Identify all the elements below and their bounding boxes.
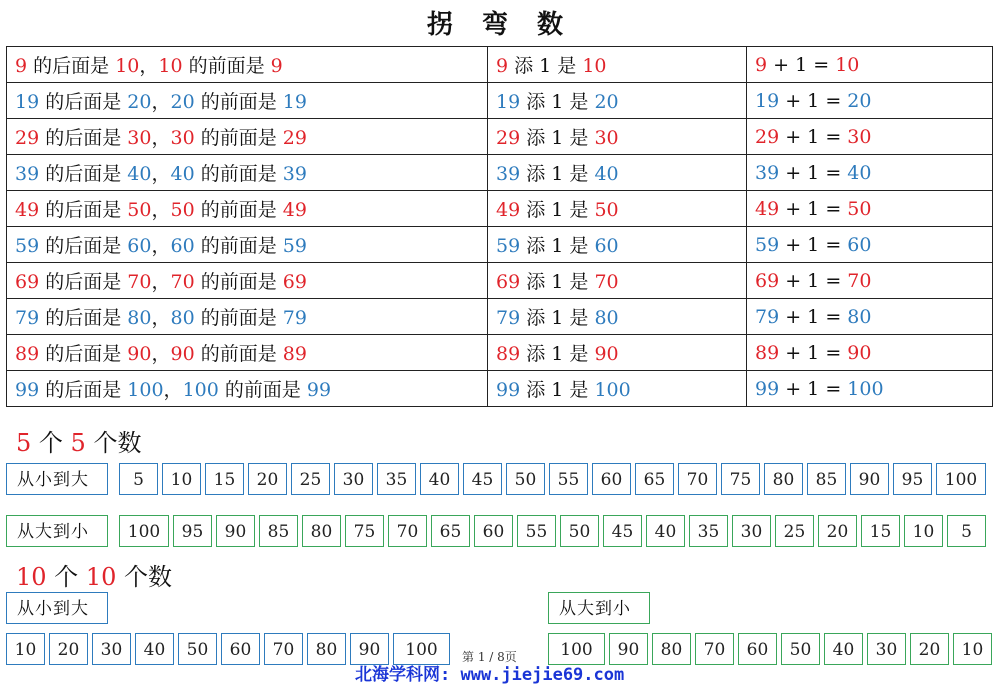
number-box: 70 bbox=[388, 515, 427, 547]
phrase-text: 的后面是 bbox=[39, 199, 128, 221]
number-box: 40 bbox=[646, 515, 685, 547]
cell-equation bbox=[747, 299, 993, 335]
phrase-text: 的前面是 bbox=[194, 307, 283, 329]
number-box: 65 bbox=[431, 515, 470, 547]
cell-add-one bbox=[488, 155, 747, 191]
number-box: 50 bbox=[506, 463, 545, 495]
number: 19 bbox=[496, 91, 521, 113]
cell-equation bbox=[747, 119, 993, 155]
asc-label-10: 从小到大 bbox=[6, 592, 108, 624]
number: 30 bbox=[127, 127, 152, 149]
number: 59 bbox=[282, 235, 307, 257]
number-box: 100 bbox=[119, 515, 169, 547]
number: 60 bbox=[170, 235, 195, 257]
number-box: 80 bbox=[307, 633, 346, 665]
cell-add-one bbox=[488, 299, 747, 335]
phrase-text: 的后面是 bbox=[27, 55, 116, 77]
number: 9 bbox=[15, 55, 28, 77]
number-box: 5 bbox=[119, 463, 158, 495]
page-number: 第 1 / 8页 bbox=[462, 650, 517, 664]
section-text: 个 bbox=[31, 429, 71, 457]
section-title-5 bbox=[16, 423, 141, 458]
phrase-text: + 1 = bbox=[779, 89, 848, 112]
phrase-text: 添 1 是 bbox=[520, 163, 595, 185]
phrase-text: + 1 = bbox=[779, 125, 848, 148]
number-box: 40 bbox=[420, 463, 459, 495]
number: 20 bbox=[170, 91, 195, 113]
number: 30 bbox=[170, 127, 195, 149]
phrase-text: ， bbox=[151, 271, 171, 293]
number: 79 bbox=[496, 307, 521, 329]
phrase-text: 的后面是 bbox=[39, 307, 128, 329]
phrase-text: ， bbox=[151, 235, 171, 257]
phrase-text: ， bbox=[151, 343, 171, 365]
number-box: 30 bbox=[867, 633, 906, 665]
phrase-text: 的后面是 bbox=[39, 379, 128, 401]
number: 89 bbox=[282, 343, 307, 365]
cell-equation bbox=[747, 227, 993, 263]
number: 10 bbox=[582, 55, 607, 77]
cell-before-after bbox=[7, 47, 488, 83]
cell-add-one bbox=[488, 227, 747, 263]
phrase-text: 的前面是 bbox=[194, 343, 283, 365]
cell-before-after bbox=[7, 335, 488, 371]
number-box: 35 bbox=[689, 515, 728, 547]
number: 70 bbox=[847, 269, 872, 292]
number-box: 90 bbox=[216, 515, 255, 547]
phrase-text: + 1 = bbox=[779, 341, 848, 364]
number: 80 bbox=[127, 307, 152, 329]
number: 60 bbox=[847, 233, 872, 256]
number-box: 85 bbox=[259, 515, 298, 547]
table-row bbox=[7, 155, 993, 191]
number: 100 bbox=[182, 379, 219, 401]
number: 49 bbox=[496, 199, 521, 221]
number: 40 bbox=[170, 163, 195, 185]
number: 10 bbox=[158, 55, 183, 77]
number-box: 90 bbox=[350, 633, 389, 665]
number: 10 bbox=[835, 53, 860, 76]
number: 59 bbox=[496, 235, 521, 257]
number: 29 bbox=[496, 127, 521, 149]
phrase-text: ， bbox=[151, 127, 171, 149]
number-box: 30 bbox=[334, 463, 373, 495]
cell-before-after bbox=[7, 299, 488, 335]
number-box: 60 bbox=[592, 463, 631, 495]
number-box: 45 bbox=[463, 463, 502, 495]
number-box: 70 bbox=[695, 633, 734, 665]
phrase-text: ， bbox=[151, 163, 171, 185]
number: 19 bbox=[755, 89, 780, 112]
number: 9 bbox=[755, 53, 768, 76]
number: 69 bbox=[15, 271, 40, 293]
number: 79 bbox=[755, 305, 780, 328]
phrase-text: + 1 = bbox=[779, 269, 848, 292]
phrase-text: 添 1 是 bbox=[520, 127, 595, 149]
cell-before-after bbox=[7, 263, 488, 299]
number: 99 bbox=[15, 379, 40, 401]
number: 40 bbox=[594, 163, 619, 185]
phrase-text: ， bbox=[139, 55, 159, 77]
number: 19 bbox=[15, 91, 40, 113]
section-text: 个数 bbox=[116, 563, 172, 591]
number-box: 35 bbox=[377, 463, 416, 495]
number-box: 10 bbox=[953, 633, 992, 665]
number: 79 bbox=[15, 307, 40, 329]
number: 60 bbox=[594, 235, 619, 257]
table-row bbox=[7, 263, 993, 299]
number-box: 100 bbox=[936, 463, 986, 495]
number-box: 10 bbox=[162, 463, 201, 495]
number: 29 bbox=[15, 127, 40, 149]
phrase-text: 添 1 是 bbox=[520, 271, 595, 293]
number: 29 bbox=[755, 125, 780, 148]
number: 90 bbox=[847, 341, 872, 364]
number: 9 bbox=[496, 55, 509, 77]
phrase-text: 添 1 是 bbox=[520, 379, 595, 401]
phrase-text: 的后面是 bbox=[39, 343, 128, 365]
number-box: 70 bbox=[264, 633, 303, 665]
desc-label-5: 从大到小 bbox=[6, 515, 108, 547]
number-box: 20 bbox=[910, 633, 949, 665]
number: 80 bbox=[594, 307, 619, 329]
number-box: 25 bbox=[291, 463, 330, 495]
phrase-text: 的前面是 bbox=[194, 127, 283, 149]
number: 69 bbox=[496, 271, 521, 293]
cell-equation bbox=[747, 335, 993, 371]
section-title-10 bbox=[16, 557, 172, 592]
phrase-text: 添 1 是 bbox=[520, 343, 595, 365]
number-box: 80 bbox=[652, 633, 691, 665]
number: 70 bbox=[127, 271, 152, 293]
table-row bbox=[7, 299, 993, 335]
number: 50 bbox=[170, 199, 195, 221]
phrase-text: 添 1 是 bbox=[520, 235, 595, 257]
number-box: 20 bbox=[818, 515, 857, 547]
phrase-text: 的前面是 bbox=[194, 271, 283, 293]
phrase-text: ， bbox=[151, 91, 171, 113]
section-number: 5 bbox=[16, 429, 32, 457]
number-box: 100 bbox=[393, 633, 450, 665]
cell-add-one bbox=[488, 191, 747, 227]
phrase-text: 的后面是 bbox=[39, 127, 128, 149]
section-text: 个数 bbox=[85, 429, 142, 457]
number: 100 bbox=[127, 379, 164, 401]
table-row bbox=[7, 371, 993, 407]
phrase-text: 添 1 是 bbox=[520, 307, 595, 329]
table-row bbox=[7, 83, 993, 119]
number-box: 85 bbox=[807, 463, 846, 495]
number: 10 bbox=[115, 55, 140, 77]
number-box: 10 bbox=[6, 633, 45, 665]
phrase-text: ， bbox=[163, 379, 183, 401]
number: 59 bbox=[755, 233, 780, 256]
number-box: 65 bbox=[635, 463, 674, 495]
number: 80 bbox=[170, 307, 195, 329]
cell-before-after bbox=[7, 227, 488, 263]
number-box: 30 bbox=[732, 515, 771, 547]
number: 39 bbox=[755, 161, 780, 184]
number-box: 75 bbox=[721, 463, 760, 495]
number: 50 bbox=[127, 199, 152, 221]
number: 90 bbox=[594, 343, 619, 365]
cell-equation bbox=[747, 371, 993, 407]
phrase-text: 添 1 是 bbox=[508, 55, 583, 77]
number: 20 bbox=[847, 89, 872, 112]
cell-equation bbox=[747, 263, 993, 299]
phrase-text: 的前面是 bbox=[182, 55, 271, 77]
number-box: 60 bbox=[738, 633, 777, 665]
number-box: 100 bbox=[548, 633, 605, 665]
number: 49 bbox=[282, 199, 307, 221]
number: 49 bbox=[15, 199, 40, 221]
number: 70 bbox=[170, 271, 195, 293]
number-box: 70 bbox=[678, 463, 717, 495]
number-box: 20 bbox=[248, 463, 287, 495]
cell-add-one bbox=[488, 47, 747, 83]
cell-before-after bbox=[7, 155, 488, 191]
cell-equation bbox=[747, 155, 993, 191]
number-box: 55 bbox=[549, 463, 588, 495]
phrase-text: + 1 = bbox=[779, 305, 848, 328]
cell-add-one bbox=[488, 119, 747, 155]
number: 59 bbox=[15, 235, 40, 257]
number-box: 80 bbox=[302, 515, 341, 547]
page-title: 拐 弯 数 bbox=[426, 10, 574, 40]
cell-add-one bbox=[488, 263, 747, 299]
phrase-text: 添 1 是 bbox=[520, 199, 595, 221]
phrase-text: 的后面是 bbox=[39, 271, 128, 293]
section-number: 10 bbox=[16, 563, 47, 591]
number: 30 bbox=[594, 127, 619, 149]
number-table bbox=[6, 46, 993, 407]
number-box: 25 bbox=[775, 515, 814, 547]
number: 79 bbox=[282, 307, 307, 329]
phrase-text: + 1 = bbox=[779, 233, 848, 256]
number: 40 bbox=[847, 161, 872, 184]
number-box: 15 bbox=[205, 463, 244, 495]
section-text: 个 bbox=[46, 563, 86, 591]
number: 70 bbox=[594, 271, 619, 293]
phrase-text: ， bbox=[151, 307, 171, 329]
number-box: 95 bbox=[173, 515, 212, 547]
number-box: 5 bbox=[947, 515, 986, 547]
number: 99 bbox=[755, 377, 780, 400]
number-box: 95 bbox=[893, 463, 932, 495]
number: 39 bbox=[15, 163, 40, 185]
table-row bbox=[7, 119, 993, 155]
number-box: 40 bbox=[135, 633, 174, 665]
section-number: 10 bbox=[85, 563, 117, 591]
cell-equation bbox=[747, 83, 993, 119]
number: 20 bbox=[594, 91, 619, 113]
number-box: 60 bbox=[221, 633, 260, 665]
table-row bbox=[7, 335, 993, 371]
cell-equation bbox=[747, 47, 993, 83]
phrase-text: 的后面是 bbox=[39, 235, 128, 257]
number-box: 45 bbox=[603, 515, 642, 547]
number-box: 20 bbox=[49, 633, 88, 665]
number-box: 55 bbox=[517, 515, 556, 547]
number: 29 bbox=[282, 127, 307, 149]
number: 19 bbox=[282, 91, 307, 113]
number: 20 bbox=[127, 91, 152, 113]
number: 39 bbox=[496, 163, 521, 185]
phrase-text: + 1 = bbox=[767, 53, 836, 76]
desc-label-10: 从大到小 bbox=[548, 592, 650, 624]
number: 80 bbox=[847, 305, 872, 328]
number: 9 bbox=[270, 55, 283, 77]
cell-before-after bbox=[7, 371, 488, 407]
number: 60 bbox=[127, 235, 152, 257]
number-box: 50 bbox=[560, 515, 599, 547]
table-row bbox=[7, 191, 993, 227]
number: 90 bbox=[170, 343, 195, 365]
phrase-text: + 1 = bbox=[779, 377, 848, 400]
phrase-text: 的前面是 bbox=[194, 235, 283, 257]
phrase-text: 的前面是 bbox=[194, 163, 283, 185]
phrase-text: ， bbox=[151, 199, 171, 221]
cell-before-after bbox=[7, 83, 488, 119]
asc-sequence-5 bbox=[119, 463, 990, 495]
cell-equation bbox=[747, 191, 993, 227]
cell-add-one bbox=[488, 335, 747, 371]
cell-add-one bbox=[488, 371, 747, 407]
number: 90 bbox=[127, 343, 152, 365]
number-box: 40 bbox=[824, 633, 863, 665]
cell-add-one bbox=[488, 83, 747, 119]
site-watermark: 北海学科网: www.jiejie69.com bbox=[355, 665, 625, 685]
phrase-text: 的前面是 bbox=[194, 199, 283, 221]
number: 39 bbox=[282, 163, 307, 185]
number-box: 75 bbox=[345, 515, 384, 547]
number: 69 bbox=[755, 269, 780, 292]
number: 99 bbox=[496, 379, 521, 401]
number-box: 30 bbox=[92, 633, 131, 665]
number: 30 bbox=[847, 125, 872, 148]
phrase-text: 的后面是 bbox=[39, 91, 128, 113]
phrase-text: 的后面是 bbox=[39, 163, 128, 185]
phrase-text: + 1 = bbox=[779, 161, 848, 184]
number: 100 bbox=[847, 377, 884, 400]
section-number: 5 bbox=[70, 429, 86, 457]
table-row bbox=[7, 227, 993, 263]
number: 89 bbox=[755, 341, 780, 364]
phrase-text: 添 1 是 bbox=[520, 91, 595, 113]
phrase-text: 的前面是 bbox=[194, 91, 283, 113]
asc-label-5: 从小到大 bbox=[6, 463, 108, 495]
number-box: 80 bbox=[764, 463, 803, 495]
number: 100 bbox=[594, 379, 631, 401]
phrase-text: 的前面是 bbox=[218, 379, 307, 401]
number: 99 bbox=[306, 379, 332, 401]
number-box: 10 bbox=[904, 515, 943, 547]
number-box: 90 bbox=[609, 633, 648, 665]
desc-sequence-5 bbox=[119, 515, 990, 547]
number: 40 bbox=[127, 163, 152, 185]
number: 89 bbox=[496, 343, 521, 365]
cell-before-after bbox=[7, 119, 488, 155]
number: 89 bbox=[15, 343, 40, 365]
number-box: 50 bbox=[178, 633, 217, 665]
number: 50 bbox=[594, 199, 619, 221]
cell-before-after bbox=[7, 191, 488, 227]
number-box: 50 bbox=[781, 633, 820, 665]
number-box: 60 bbox=[474, 515, 513, 547]
number: 69 bbox=[282, 271, 307, 293]
phrase-text: + 1 = bbox=[779, 197, 848, 220]
number: 49 bbox=[755, 197, 780, 220]
number-box: 90 bbox=[850, 463, 889, 495]
number: 50 bbox=[847, 197, 872, 220]
number-box: 15 bbox=[861, 515, 900, 547]
table-row bbox=[7, 47, 993, 83]
